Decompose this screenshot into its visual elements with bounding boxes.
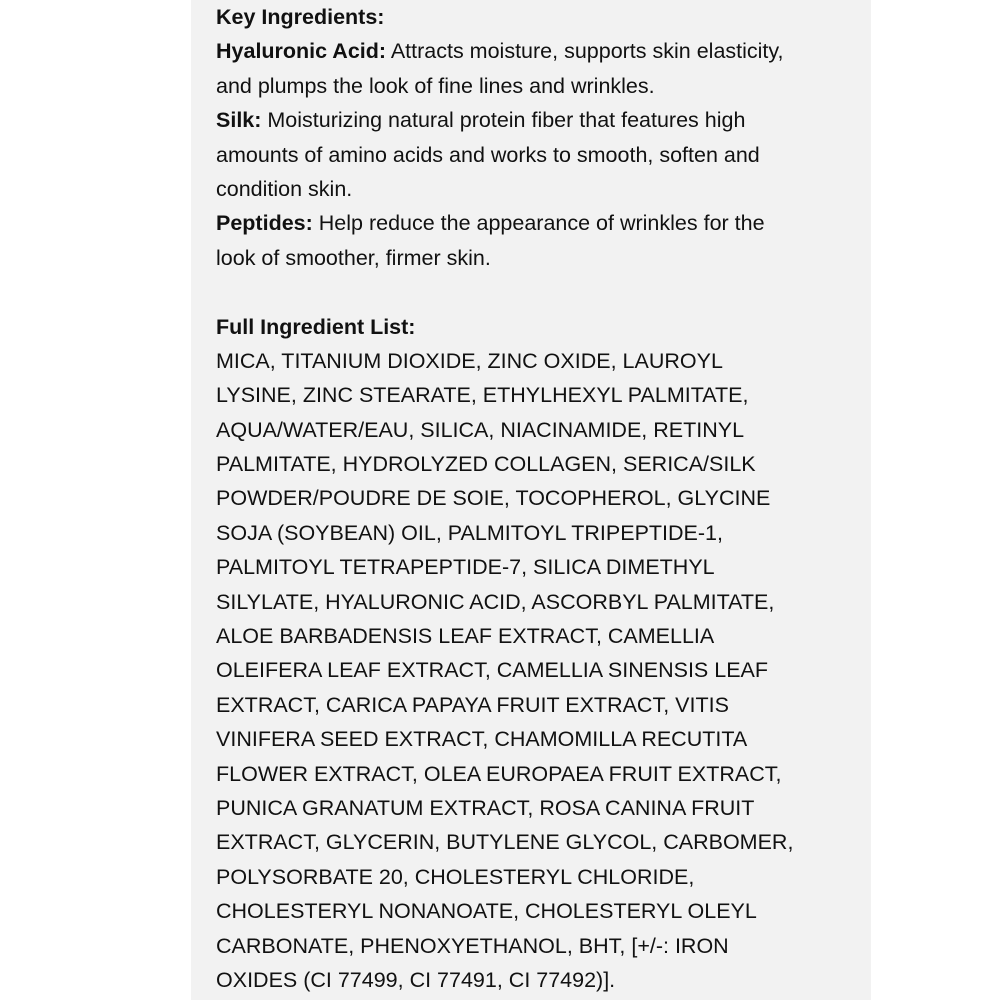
full-list-line: EXTRACT, CARICA PAPAYA FRUIT EXTRACT, VITIS <box>216 692 729 717</box>
full-list-line: LYSINE, ZINC STEARATE, ETHYLHEXYL PALMITATE, <box>216 383 749 408</box>
full-list-line: ALOE BARBADENSIS LEAF EXTRACT, CAMELLIA <box>216 624 715 649</box>
full-list-line: AQUA/WATER/EAU, SILICA, NIACINAMIDE, RETINYL <box>216 417 745 442</box>
full-list-line: POLYSORBATE 20, CHOLESTERYL CHLORIDE, <box>216 864 695 889</box>
full-list-line: VINIFERA SEED EXTRACT, CHAMOMILLA RECUTITA <box>216 727 748 752</box>
full-list-line: PALMITATE, HYDROLYZED COLLAGEN, SERICA/SILK <box>216 452 756 477</box>
ingredient-name: Hyaluronic Acid: <box>216 39 387 64</box>
full-list-line: OXIDES (CI 77499, CI 77491, CI 77492)]. <box>216 967 616 992</box>
ingredient-description-line: amounts of amino acids and works to smooth, soften and <box>216 142 760 167</box>
full-list-line: PUNICA GRANATUM EXTRACT, ROSA CANINA FRUIT <box>216 795 755 820</box>
ingredient-hyaluronic-acid <box>216 34 856 68</box>
spacer <box>216 275 856 309</box>
key-ingredients-heading: Key Ingredients: <box>216 5 385 29</box>
ingredient-peptides <box>216 206 856 240</box>
ingredient-description: Moisturizing natural protein fiber that features high <box>261 108 746 133</box>
full-list-line: CHOLESTERYL NONANOATE, CHOLESTERYL OLEYL <box>216 899 757 924</box>
ingredient-description-line: condition skin. <box>216 176 353 201</box>
full-list-line: CARBONATE, PHENOXYETHANOL, BHT, [+/-: IRON <box>216 933 729 958</box>
full-list-line: POWDER/POUDRE DE SOIE, TOCOPHEROL, GLYCINE <box>216 486 771 511</box>
ingredient-name: Peptides: <box>216 211 313 236</box>
ingredients-content <box>216 0 856 997</box>
ingredient-description: Help reduce the appearance of wrinkles for the <box>312 211 765 236</box>
full-list-line: OLEIFERA LEAF EXTRACT, CAMELLIA SINENSIS LEAF <box>216 658 769 683</box>
ingredient-description-line: and plumps the look of fine lines and wrinkles. <box>216 73 655 98</box>
full-list-line: SOJA (SOYBEAN) OIL, PALMITOYL TRIPEPTIDE-1, <box>216 520 723 545</box>
full-list-line: EXTRACT, GLYCERIN, BUTYLENE GLYCOL, CARBOMER, <box>216 830 794 855</box>
ingredient-name: Silk: <box>216 108 262 133</box>
full-list-line: MICA, TITANIUM DIOXIDE, ZINC OXIDE, LAUROYL <box>216 348 723 373</box>
ingredient-description: Attracts moisture, supports skin elasticity, <box>386 39 784 64</box>
ingredient-silk <box>216 103 856 137</box>
full-list-line: SILYLATE, HYALURONIC ACID, ASCORBYL PALMITATE, <box>216 589 775 614</box>
full-list-line: PALMITOYL TETRAPEPTIDE-7, SILICA DIMETHYL <box>216 555 715 580</box>
full-list-heading: Full Ingredient List: <box>216 314 416 339</box>
ingredient-description-line: look of smoother, firmer skin. <box>216 245 491 270</box>
full-list-line: FLOWER EXTRACT, OLEA EUROPAEA FRUIT EXTRACT, <box>216 761 782 786</box>
